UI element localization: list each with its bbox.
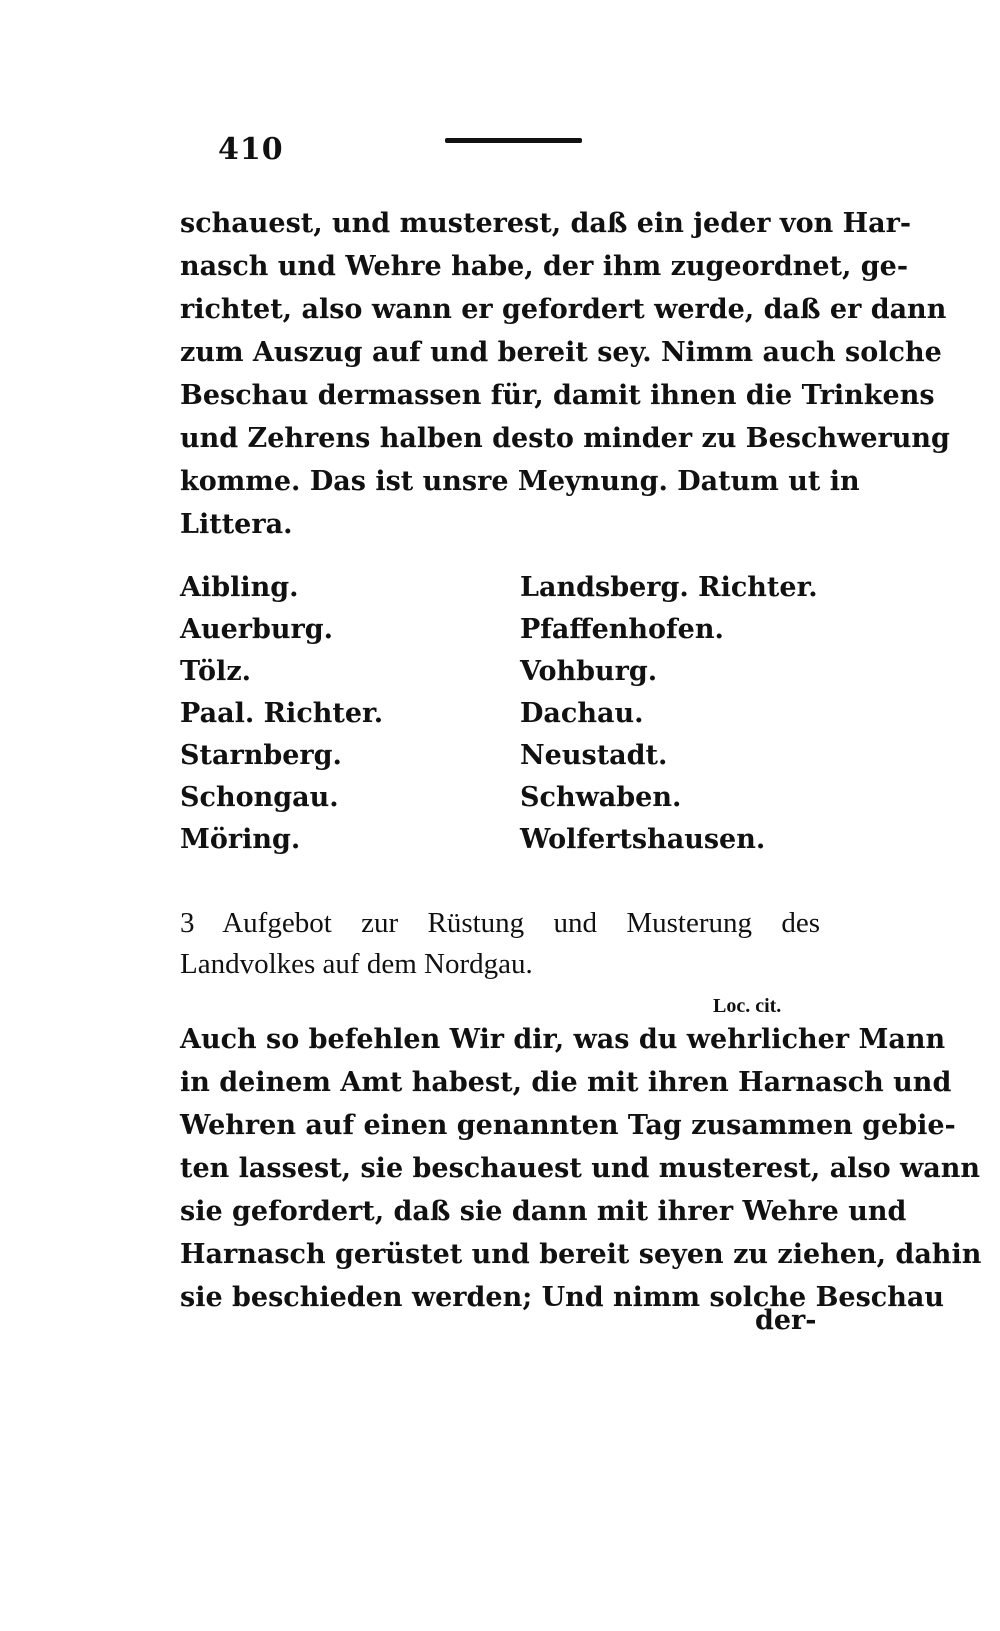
place-item: Vohburg.: [520, 656, 658, 687]
text-line: Auch so befehlen Wir dir, was du wehrlicher Mann: [180, 1024, 946, 1055]
paragraph-1: [180, 202, 950, 546]
place-item: Dachau.: [520, 698, 644, 729]
heading-line: 3 Aufgebot zur Rüstung und Musterung des: [180, 907, 820, 939]
section-heading: [180, 903, 820, 985]
place-item: Neustadt.: [520, 740, 668, 771]
page-number: 410: [218, 132, 284, 167]
place-item: Paal. Richter.: [180, 698, 384, 729]
place-item: Aibling.: [180, 572, 299, 603]
place-item: Wolfertshausen.: [520, 824, 766, 855]
catchword: der-: [755, 1305, 817, 1336]
place-item: Tölz.: [180, 656, 252, 687]
header-rule: [445, 138, 582, 143]
text-line: und Zehrens halben desto minder zu Beschwerung: [180, 423, 950, 454]
place-list-right: [520, 567, 818, 861]
place-item: Starnberg.: [180, 740, 342, 771]
text-line: Beschau dermassen für, damit ihnen die Trinkens: [180, 380, 935, 411]
place-list-left: [180, 567, 383, 861]
text-line: komme. Das ist unsre Meynung. Datum ut in: [180, 466, 860, 497]
text-line: Harnasch gerüstet und bereit seyen zu ziehen, dahin: [180, 1239, 982, 1270]
text-line: Littera.: [180, 509, 293, 540]
text-line: richtet, also wann er gefordert werde, daß er dann: [180, 294, 947, 325]
text-line: Wehren auf einen genannten Tag zusammen gebie-: [180, 1110, 956, 1141]
heading-line: Landvolkes auf dem Nordgau.: [180, 948, 533, 980]
place-item: Schwaben.: [520, 782, 682, 813]
place-item: Möring.: [180, 824, 301, 855]
source-reference: Loc. cit.: [713, 995, 782, 1017]
text-line: nasch und Wehre habe, der ihm zugeordnet, ge-: [180, 251, 909, 282]
text-line: sie beschieden werden; Und nimm solche Beschau: [180, 1282, 944, 1313]
text-line: ten lassest, sie beschauest und musterest, also wann: [180, 1153, 981, 1184]
place-item: Landsberg. Richter.: [520, 572, 818, 603]
text-line: schauest, und musterest, daß ein jeder von Har-: [180, 208, 912, 239]
place-item: Schongau.: [180, 782, 339, 813]
text-line: in deinem Amt habest, die mit ihren Harnasch und: [180, 1067, 952, 1098]
text-line: sie gefordert, daß sie dann mit ihrer Wehre und: [180, 1196, 907, 1227]
paragraph-2: [180, 1018, 982, 1319]
text-line: zum Auszug auf und bereit sey. Nimm auch solche: [180, 337, 942, 368]
place-item: Auerburg.: [180, 614, 333, 645]
place-item: Pfaffenhofen.: [520, 614, 724, 645]
